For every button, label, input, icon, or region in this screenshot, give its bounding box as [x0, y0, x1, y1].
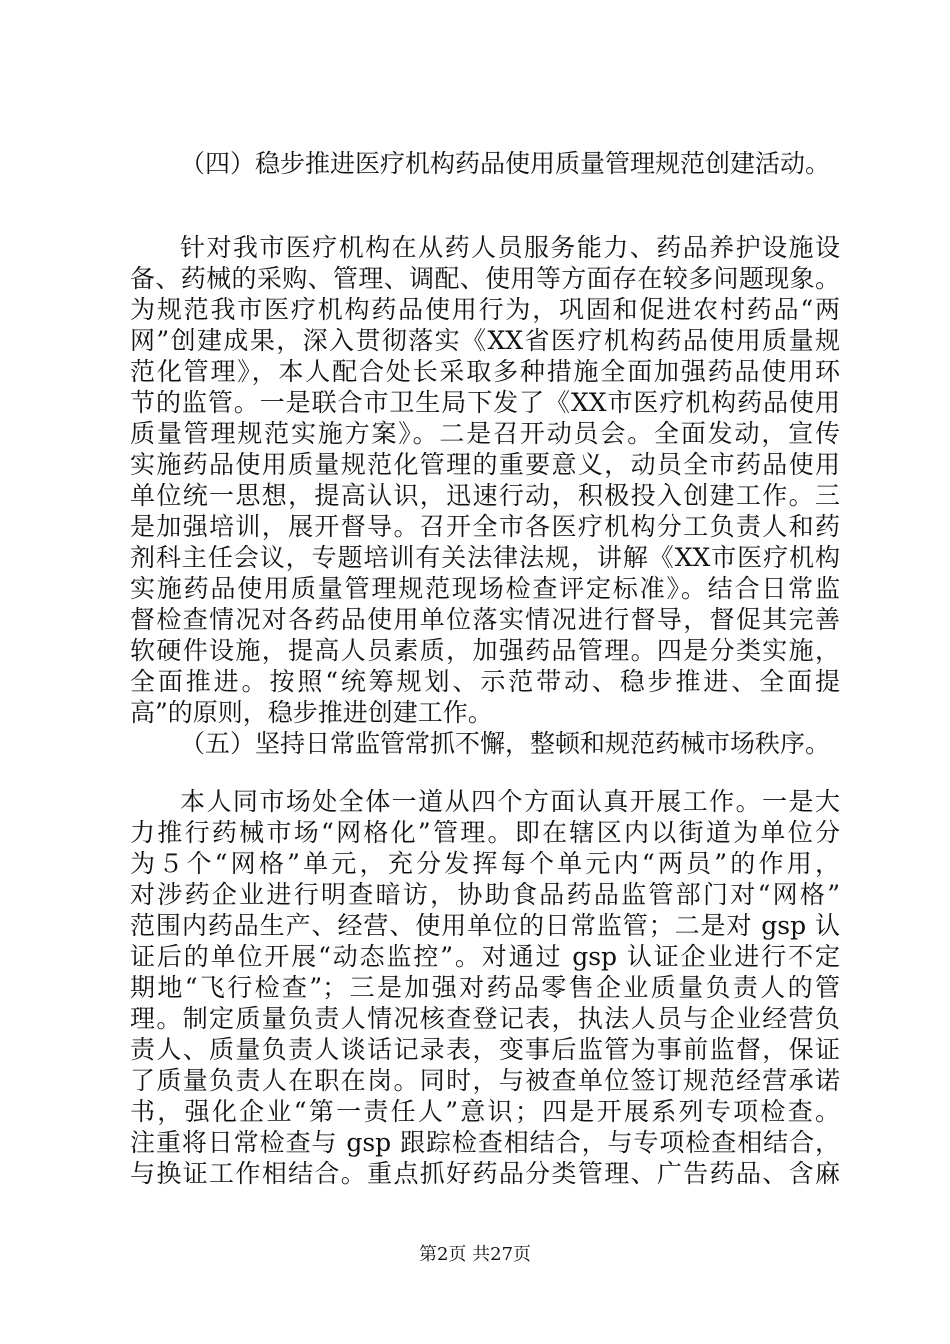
paragraph-line: 质量管理规范实施方案》。二是召开动员会。全面发动，宣传: [130, 419, 840, 448]
paragraph-line: 范围内药品生产、经营、使用单位的日常监管；二是对 gsp 认: [130, 911, 840, 940]
paragraph-line: 证后的单位开展“动态监控”。对通过 gsp 认证企业进行不定: [130, 942, 840, 971]
paragraph-line: 责人、质量负责人谈话记录表，变事后监管为事前监督，保证: [130, 1035, 840, 1064]
paragraph-line: 为５个“网格”单元，充分发挥每个单元内“两员”的作用，: [130, 849, 840, 878]
paragraph-line: 网”创建成果，深入贯彻落实《XX省医疗机构药品使用质量规: [130, 326, 840, 355]
paragraph-line: 范化管理》，本人配合处长采取多种措施全面加强药品使用环: [130, 357, 840, 386]
section-4-heading-block: [130, 148, 840, 179]
paragraph-line: 全面推进。按照“统筹规划、示范带动、稳步推进、全面提: [130, 667, 840, 696]
paragraph-line: 剂科主任会议，专题培训有关法律法规，讲解《XX市医疗机构: [130, 543, 840, 572]
paragraph-line: 实施药品使用质量规范化管理的重要意义，动员全市药品使用: [130, 450, 840, 479]
paragraph-line: 软硬件设施，提高人员素质，加强药品管理。四是分类实施，: [130, 636, 840, 665]
paragraph-line: 高”的原则，稳步推进创建工作。: [130, 698, 493, 727]
paragraph-line: 是加强培训，展开督导。召开全市各医疗机构分工负责人和药: [130, 512, 840, 541]
page-footer: [0, 1244, 950, 1266]
paragraph-line: 理。制定质量负责人情况核查登记表，执法人员与企业经营负: [130, 1004, 840, 1033]
page-number-label: 第2页 共27页: [418, 1244, 532, 1265]
paragraph-line: 期地“飞行检查”；三是加强对药品零售企业质量负责人的管: [130, 973, 840, 1002]
paragraph-line: 注重将日常检查与 gsp 跟踪检查相结合，与专项检查相结合，: [130, 1128, 840, 1157]
paragraph-line: 备、药械的采购、管理、调配、使用等方面存在较多问题现象。: [130, 264, 840, 293]
paragraph-line: 实施药品使用质量管理规范现场检查评定标准》。结合日常监: [130, 574, 840, 603]
paragraph-line: 对涉药企业进行明查暗访，协助食品药品监管部门对“网格”: [130, 880, 840, 909]
section-4-heading: （四）稳步推进医疗机构药品使用质量管理规范创建活动。: [180, 149, 831, 178]
paragraph-line: 力推行药械市场“网格化”管理。即在辖区内以街道为单位分: [130, 818, 840, 847]
paragraph-line: 针对我市医疗机构在从药人员服务能力、药品养护设施设: [180, 233, 840, 262]
section-5-body: [130, 786, 840, 1189]
paragraph-line: 节的监管。一是联合市卫生局下发了《XX市医疗机构药品使用: [130, 388, 840, 417]
paragraph-line: 单位统一思想，提高认识，迅速行动，积极投入创建工作。三: [130, 481, 840, 510]
paragraph-line: 本人同市场处全体一道从四个方面认真开展工作。一是大: [180, 787, 840, 816]
paragraph-line: 了质量负责人在职在岗。同时，与被查单位签订规范经营承诺: [130, 1066, 840, 1095]
paragraph-line: 与换证工作相结合。重点抓好药品分类管理、广告药品、含麻: [130, 1159, 840, 1188]
section-4-body: [130, 232, 840, 728]
paragraph-line: 为规范我市医疗机构药品使用行为，巩固和促进农村药品“两: [130, 295, 840, 324]
paragraph-line: 督检查情况对各药品使用单位落实情况进行督导，督促其完善: [130, 605, 840, 634]
section-5-heading-block: [130, 728, 840, 759]
section-5-heading: （五）坚持日常监管常抓不懈，整顿和规范药械市场秩序。: [180, 729, 831, 758]
paragraph-line: 书，强化企业“第一责任人”意识；四是开展系列专项检查。: [130, 1097, 840, 1126]
